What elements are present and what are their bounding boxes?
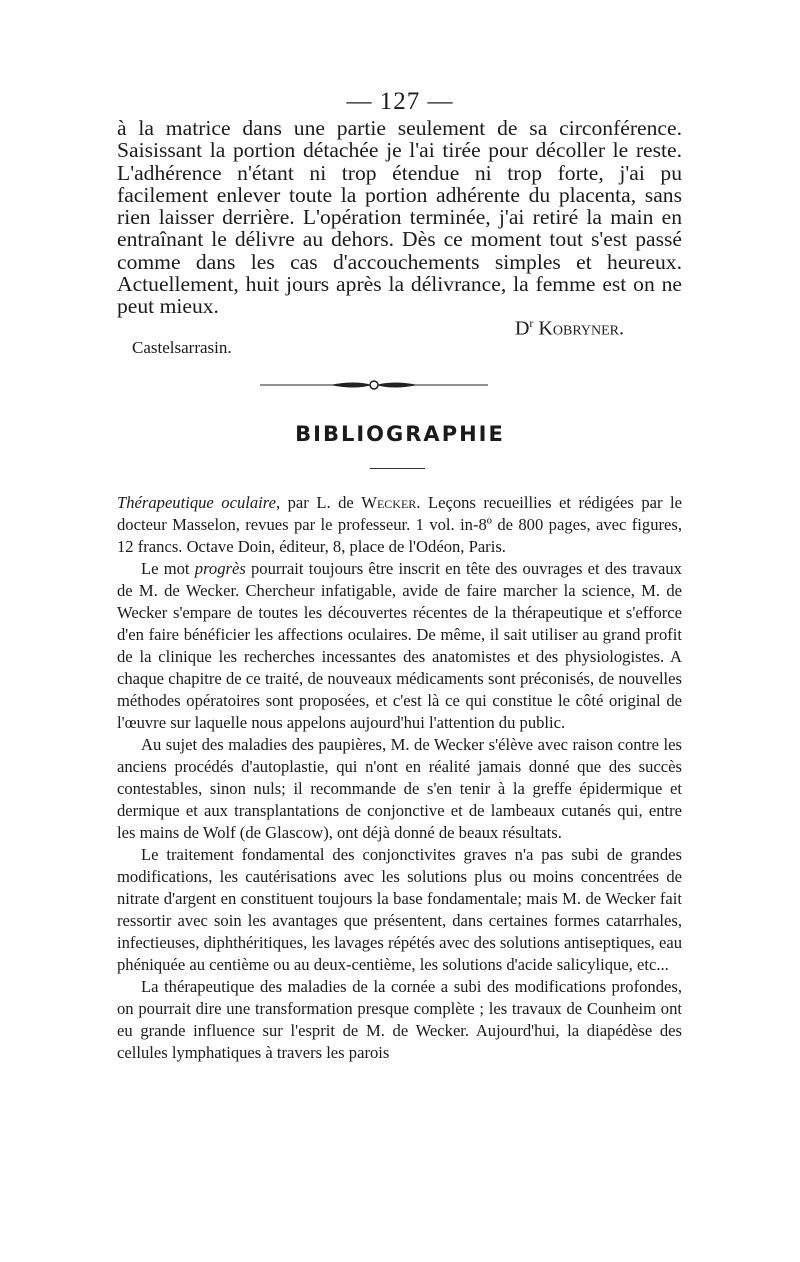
entry-title: Thérapeutique oculaire	[117, 493, 276, 512]
signature	[515, 316, 624, 341]
p1-emphasis: progrès	[194, 559, 246, 578]
p1-prefix: Le mot	[141, 559, 195, 578]
p1-rest: pourrait toujours être inscrit en tête des ouvrages et des travaux de M. de Wecker. Chercheur infatigable, avide de faire marcher la science, M. de Wecker s'empare de toutes les découvertes récentes de la thérapeutique et s'efforce d'en faire bénéficier les affections oculaires. De même, il sait utiliser au grand profit de la clinique les recherches incessantes des anatomistes et des physiologistes. A chaque chapitre de ce traité, de nouveaux médicaments sont préconisés, de nouvelles méthodes opératoires sont proposées, et c'est là ce qui constitue le côté original de l'œuvre sur laquelle nous appelons aujourd'hui l'attention du public.	[117, 559, 682, 732]
entry-details: . Leçons recueillies et rédigées par le docteur Masselon, revues par le professeur. 1 vol. in-8º de 800 pages, avec figures, 12 francs. Octave Doin, éditeur, 8, place de l'Odéon, Paris.	[117, 493, 682, 556]
entry-author-prefix: , par L. de	[275, 493, 362, 512]
signature-title-sup: r	[529, 316, 534, 330]
article-text	[117, 117, 682, 318]
review-paragraph-2: Au sujet des maladies des paupières, M. de Wecker s'élève avec raison contre les anciens procédés d'autoplastie, qui n'ont en réalité jamais donné que des succès contestables, sinon nuls; il recommande de s'en tenir à la greffe épidermique et dermique et aux transplantations de conjonctive et de lambeaux cutanés qui, entre les mains de Wolf (de Glascow), ont déjà donné de beaux résultats.	[117, 735, 682, 842]
review-paragraph-1	[117, 558, 682, 734]
entry-author: Wecker	[361, 493, 417, 512]
signature-name: Kobryner.	[538, 317, 624, 340]
bibliography-entry	[117, 492, 682, 558]
article-paragraph: à la matrice dans une partie seulement de sa circonférence. Saisissant la portion détachée je l'ai tirée pour décoller le reste. L'adhérence n'étant ni trop étendue ni trop forte, j'ai pu facilement enlever toute la portion adhérente du placenta, sans rien laisser derrière. L'opération terminée, j'ai retiré la main en entraînant le délivre au dehors. Dès ce moment tout s'est passé comme dans les cas d'accouchements simples et heureux. Actuellement, huit jours après la délivrance, la femme est on ne peut mieux.	[117, 116, 682, 319]
review-paragraph-4: La thérapeutique des maladies de la cornée a subi des modifications profondes, on pourrait dire une transformation presque complète ; les travaux de Counheim ont eu grande influence sur l'esprit de M. de Wecker. Aujourd'hui, la diapédèse des cellules lymphatiques à travers les parois	[117, 977, 682, 1062]
section-heading: BIBLIOGRAPHIE	[295, 422, 505, 446]
bibliography-text	[117, 492, 682, 1064]
page-number: — 127 —	[346, 88, 454, 115]
signature-title: D	[514, 317, 530, 340]
place-name: Castelsarrasin.	[132, 338, 232, 357]
ornamental-divider	[260, 370, 488, 400]
heading-rule	[370, 468, 425, 469]
review-paragraph-3: Le traitement fondamental des conjonctivites graves n'a pas subi de grandes modifications, les cautérisations avec les solutions plus ou moins concentrées de nitrate d'argent en constituent toujours la base fondamentale; mais M. de Wecker fait ressortir avec soin les avantages que présentent, dans certaines formes catarrhales, infectieuses, diphthéritiques, les lavages répétés avec des solutions antiseptiques, eau phéniquée au centième ou au deux-centième, les solutions d'acide salicylique, etc...	[117, 845, 682, 974]
